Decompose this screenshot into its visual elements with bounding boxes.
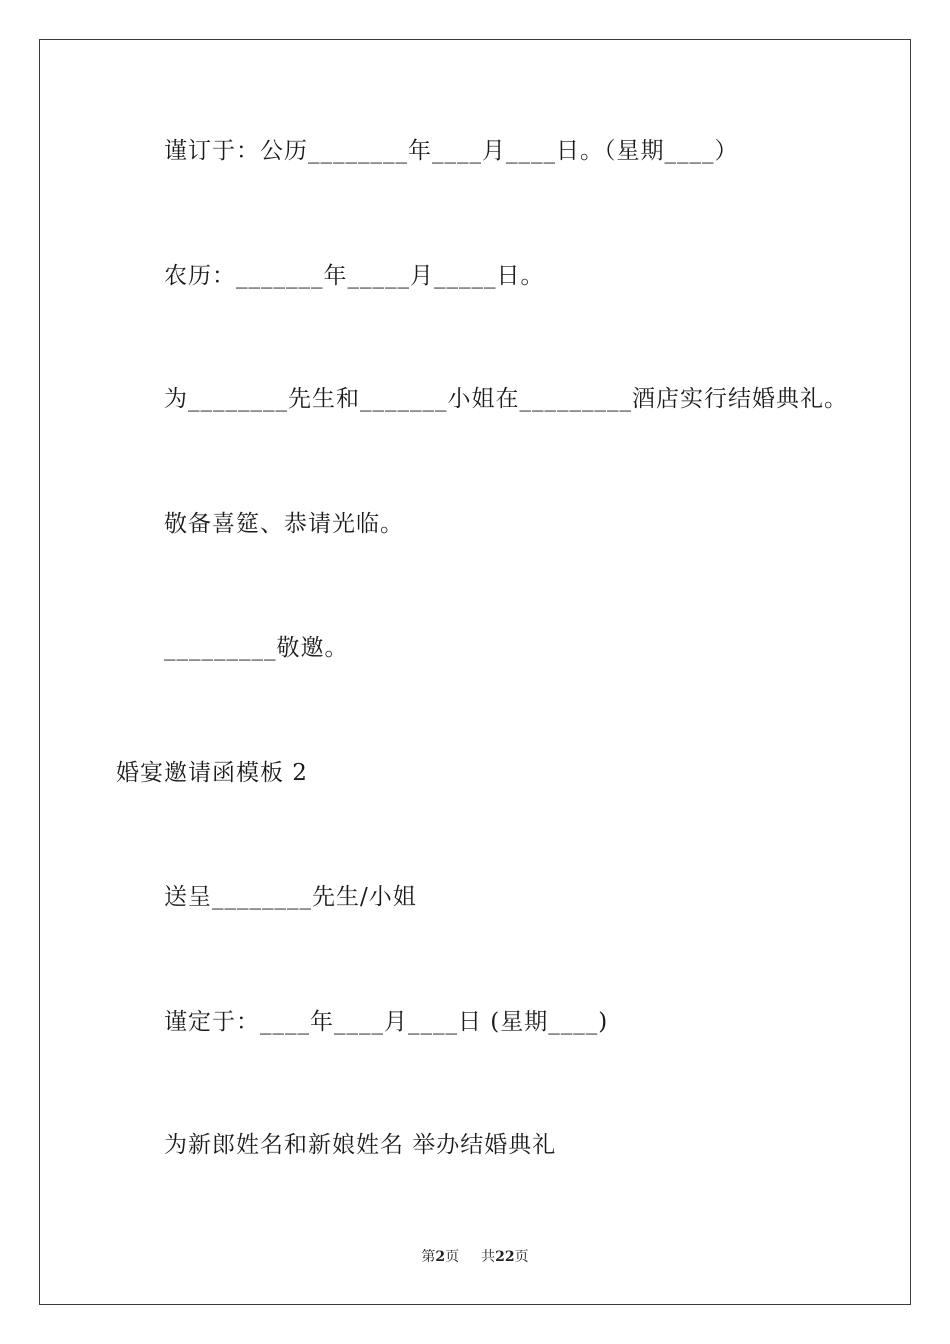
page-footer — [0, 1247, 950, 1267]
text-line-lunar-date: 农历：_______年_____月_____日。 — [164, 263, 545, 289]
section-title: 婚宴邀请函模板 2 — [116, 760, 308, 786]
footer-page-suffix: 页 — [445, 1249, 460, 1265]
text-line-invitation: 敬备喜筵、恭请光临。 — [164, 511, 404, 537]
footer-current-page: 2 — [435, 1249, 446, 1265]
text-line-wedding-venue: 为________先生和_______小姐在_________酒店实行结婚典礼。 — [164, 386, 848, 412]
footer-total-suffix: 页 — [514, 1249, 529, 1265]
footer-page-prefix: 第 — [421, 1249, 436, 1265]
text-line-recipient: 送呈________先生/小姐 — [164, 884, 417, 910]
text-line-ceremony: 为新郎姓名和新娘姓名 举办结婚典礼 — [164, 1132, 557, 1158]
footer-total-prefix: 共 — [481, 1249, 496, 1265]
text-line-date: 谨定于：____年____月____日 (星期____) — [164, 1009, 609, 1035]
page-frame — [39, 39, 911, 1305]
footer-total-pages: 22 — [495, 1249, 515, 1265]
text-line-signature: _________敬邀。 — [164, 635, 349, 661]
text-line-gregorian-date: 谨订于：公历________年____月____日。（星期____） — [164, 138, 739, 164]
